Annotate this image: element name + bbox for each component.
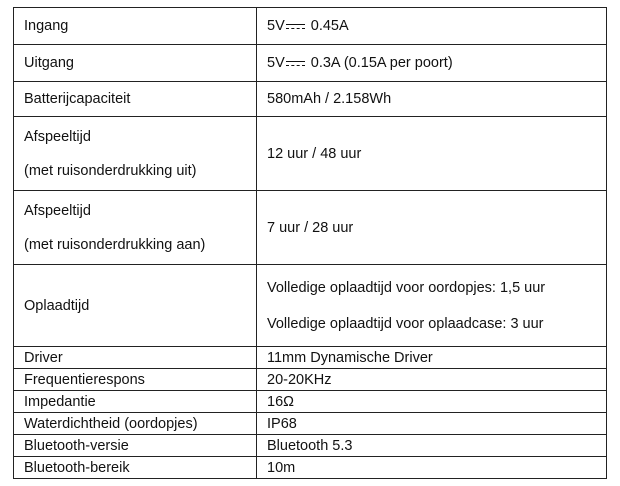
spec-label: Driver [14,347,257,369]
spec-label: Oplaadtijd [14,265,257,347]
spec-value [257,265,607,347]
spec-value: 20-20KHz [257,369,607,391]
dc-current-icon [286,59,305,68]
spec-label-line: Afspeeltijd [24,128,91,145]
spec-value: IP68 [257,413,607,435]
dc-current-icon [286,22,305,31]
table-row [14,82,607,117]
spec-label [14,117,257,191]
spec-value: 580mAh / 2.158Wh [257,82,607,117]
spec-value: 5V 0.3A (0.15A per poort) [257,45,607,82]
spec-label-line: Afspeeltijd [24,202,91,219]
spec-label: Impedantie [14,391,257,413]
table-row [14,191,607,265]
spec-label [14,191,257,265]
table-row [14,45,607,82]
table-row [14,413,607,435]
spec-label: Waterdichtheid (oordopjes) [14,413,257,435]
spec-value-line: Volledige oplaadtijd voor oplaadcase: 3 uur [267,315,544,332]
spec-value: 16Ω [257,391,607,413]
table-row [14,117,607,191]
spec-label-line: (met ruisonderdrukking aan) [24,236,206,253]
spec-value: Bluetooth 5.3 [257,435,607,457]
spec-label: Bluetooth-bereik [14,457,257,479]
spec-value: 12 uur / 48 uur [257,117,607,191]
spec-label: Ingang [14,8,257,45]
table-row [14,8,607,45]
spec-value: 11mm Dynamische Driver [257,347,607,369]
table-row [14,265,607,347]
spec-value: 7 uur / 28 uur [257,191,607,265]
spec-value: 5V 0.45A [257,8,607,45]
spec-label: Uitgang [14,45,257,82]
table-row [14,391,607,413]
spec-label: Batterijcapaciteit [14,82,257,117]
spec-value-line: Volledige oplaadtijd voor oordopjes: 1,5 uur [267,279,546,296]
spec-label-line: (met ruisonderdrukking uit) [24,162,197,179]
table-row [14,369,607,391]
spec-label: Frequentierespons [14,369,257,391]
table-row [14,435,607,457]
table-row [14,347,607,369]
spec-label: Bluetooth-versie [14,435,257,457]
spec-table [13,7,607,479]
spec-value: 10m [257,457,607,479]
table-row [14,457,607,479]
